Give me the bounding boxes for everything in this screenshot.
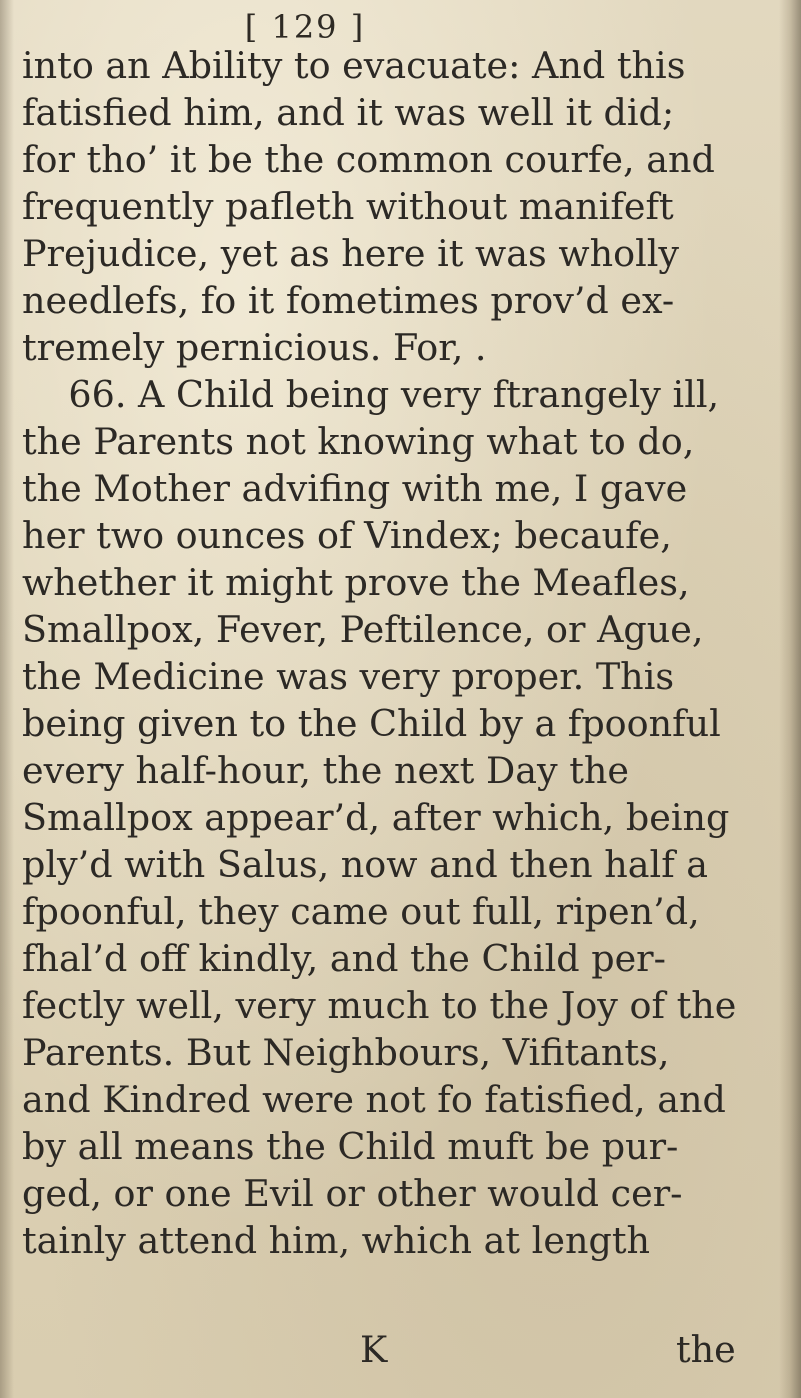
text-line: being given to the Child by a fpoonful bbox=[22, 702, 721, 745]
signature-mark: K bbox=[360, 1328, 388, 1371]
page-number: [ 129 ] bbox=[244, 8, 366, 46]
page-gutter-shadow bbox=[0, 0, 14, 1398]
text-line: Prejudice, yet as here it was wholly bbox=[22, 232, 680, 275]
text-line: and Kindred were not fo fatisfied, and bbox=[22, 1078, 726, 1121]
text-line: fpoonful, they came out full, ripen’d, bbox=[22, 890, 700, 933]
text-line: her two ounces of Vindex; becaufe, bbox=[22, 514, 672, 557]
text-line: fectly well, very much to the Joy of the bbox=[22, 984, 737, 1027]
text-line: Smallpox appear’d, after which, being bbox=[22, 796, 730, 839]
catchword: the bbox=[676, 1328, 736, 1371]
text-line: 66. A Child being very ftrangely ill, bbox=[22, 373, 720, 416]
text-line: every half-hour, the next Day the bbox=[22, 749, 629, 792]
text-line: by all means the Child muft be pur- bbox=[22, 1125, 679, 1168]
text-line: frequently pafleth without manifeft bbox=[22, 185, 674, 228]
text-line: ged, or one Evil or other would cer- bbox=[22, 1172, 683, 1215]
text-line: tremely pernicious. For, . bbox=[22, 326, 487, 369]
text-line: into an Ability to evacuate: And this bbox=[22, 44, 686, 87]
text-line: Parents. But Neighbours, Vifitants, bbox=[22, 1031, 670, 1074]
text-line: tainly attend him, which at length bbox=[22, 1219, 651, 1262]
text-line: Smallpox, Fever, Peftilence, or Ague, bbox=[22, 608, 704, 651]
text-line: fatisfied him, and it was well it did; bbox=[22, 91, 675, 134]
text-line: the Parents not knowing what to do, bbox=[22, 420, 695, 463]
body-text bbox=[22, 42, 801, 1264]
page-footer bbox=[360, 1326, 800, 1373]
text-line: the Mother advifing with me, I gave bbox=[22, 467, 688, 510]
text-line: for tho’ it be the common courfe, and bbox=[22, 138, 715, 181]
text-line: fhal’d off kindly, and the Child per- bbox=[22, 937, 666, 980]
text-line: the Medicine was very proper. This bbox=[22, 655, 675, 698]
text-line: ply’d with Salus, now and then half a bbox=[22, 843, 709, 886]
text-line: whether it might prove the Meafles, bbox=[22, 561, 690, 604]
text-line: needlefs, fo it fometimes prov’d ex- bbox=[22, 279, 675, 322]
